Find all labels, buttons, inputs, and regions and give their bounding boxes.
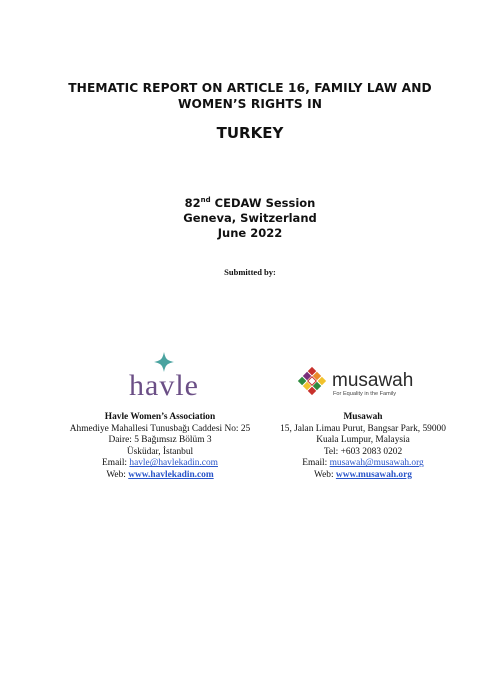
havle-email-label: Email: [102,458,128,469]
havle-address-line-2: Daire: 5 Bağımsız Bölüm 3 [108,435,212,446]
report-title [40,80,460,112]
session-name: CEDAW Session [214,195,316,210]
havle-name: Havle Women’s Association [104,412,216,422]
report-title-line-2: WOMEN’S RIGHTS IN [178,97,322,111]
havle-email-link[interactable]: havle@havlekadin.com [129,458,218,469]
havle-web-label: Web: [106,469,126,480]
musawah-logo-text: musawah [332,370,414,391]
musawah-tagline: For Equality in the Family [333,391,397,397]
session-number: 82 [184,195,201,210]
havle-web-line [60,470,260,482]
havle-address-line-3: Üsküdar, İstanbul [126,446,194,457]
session-location: Geneva, Switzerland [183,210,317,225]
musawah-email-line [263,458,463,470]
session-suffix: nd [200,196,211,204]
musawah-address-line-1: 15, Jalan Limau Purut, Bangsar Park, 59000 [280,423,446,434]
musawah-mark-icon [298,367,326,395]
musawah-contact [263,412,463,482]
havle-logo [116,350,212,400]
havle-email-line [60,458,260,470]
musawah-web-link[interactable]: www.musawah.org [335,469,412,480]
report-country: TURKEY [216,124,284,142]
havle-web-link[interactable]: www.havlekadin.com [128,469,214,480]
musawah-address-line-2: Kuala Lumpur, Malaysia [316,435,410,446]
session-block [0,193,500,241]
musawah-tel: Tel: +603 2083 0202 [323,446,403,457]
submitted-by-label: Submitted by: [224,267,276,277]
musawah-web-label: Web: [314,469,334,480]
havle-address-line-1: Ahmediye Mahallesi Tunusbağı Caddesi No: 25 [69,423,251,434]
musawah-name: Musawah [343,412,383,422]
session-line [0,193,500,211]
musawah-web-line [263,470,463,482]
havle-logo-text: havle [129,369,199,400]
musawah-logo [296,364,446,400]
musawah-email-link[interactable]: musawah@musawah.org [329,458,424,469]
musawah-email-label: Email: [302,458,328,469]
havle-contact [60,412,260,482]
session-date: June 2022 [217,225,283,240]
report-title-line-1: THEMATIC REPORT ON ARTICLE 16, FAMILY LAW AND [68,81,432,95]
